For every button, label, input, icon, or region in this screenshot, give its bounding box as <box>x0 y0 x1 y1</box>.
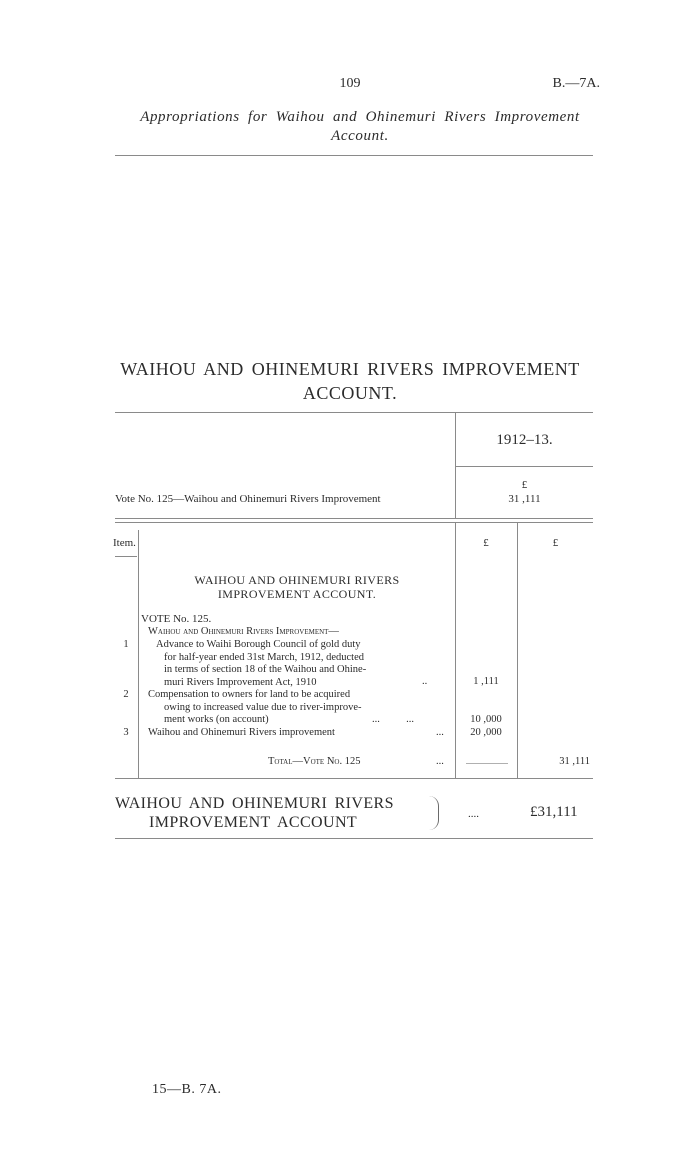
item-leader: .. <box>422 676 428 687</box>
appropriations-title <box>110 108 610 146</box>
year-header-rule <box>456 466 593 467</box>
item-amount: 10 ,000 <box>470 714 502 725</box>
appropriations-title-line1: Appropriations for Waihou and Ohinemuri Rivers Improvement <box>140 109 580 125</box>
item-number: 2 <box>123 689 129 700</box>
grand-total-rule <box>115 838 593 839</box>
summary-vote-amount: 31 ,111 <box>508 493 541 505</box>
item-number: 1 <box>123 639 129 650</box>
year-header: 1912–13. <box>496 432 553 448</box>
amount-column-rule <box>455 522 456 778</box>
grand-total-label <box>115 794 394 832</box>
detail-currency-col2: £ <box>552 537 559 549</box>
item-amount: 20 ,000 <box>470 727 502 738</box>
section-title-line1: WAIHOU AND OHINEMURI RIVERS <box>194 573 400 587</box>
total-amount: 31 ,111 <box>559 756 590 767</box>
item-amount: 1 ,111 <box>473 676 499 687</box>
table-rule <box>115 518 593 519</box>
item-header-rule <box>115 556 137 557</box>
vote-heading: VOTE No. 125. <box>141 613 212 625</box>
item-number: 3 <box>123 727 129 738</box>
grand-total-label-line2: IMPROVEMENT ACCOUNT <box>149 814 358 831</box>
document-reference: B.—7A. <box>552 76 600 91</box>
total-column-rule <box>517 522 518 778</box>
total-leader: ... <box>436 756 444 767</box>
vote-subheading: Waihou and Ohinemuri Rivers Improvement— <box>148 626 339 637</box>
table-rule-double <box>115 522 593 523</box>
item-description: Compensation to owners for land to be acquired owing to increased value due to river-improve- ment works (on account) <box>148 689 362 725</box>
footer-signature: 15—B. 7A. <box>152 1082 222 1097</box>
section-title <box>139 573 455 601</box>
item-header: Item. <box>113 537 136 549</box>
grand-total-label-line1: WAIHOU AND OHINEMURI RIVERS <box>115 795 394 812</box>
page-number: 109 <box>339 76 361 91</box>
table-rule-top <box>115 412 593 413</box>
main-title-line1: WAIHOU AND OHINEMURI RIVERS IMPROVEMENT <box>120 359 580 379</box>
item-leader: ... <box>436 727 444 738</box>
divider <box>115 155 593 156</box>
item-description: Advance to Waihi Borough Council of gold duty for half-year ended 31st March, 1912, deducted in terms of section 18 of the Waihou and Ohine- muri Rivers Improvement Act, 1910 <box>156 639 367 688</box>
item-column-rule <box>138 530 139 778</box>
appropriations-title-line2: Account. <box>331 128 389 144</box>
item-leader: ... ... <box>372 714 414 725</box>
subtotal-rule <box>466 763 508 764</box>
section-title-line2: IMPROVEMENT ACCOUNT. <box>217 587 377 601</box>
main-title-line2: ACCOUNT. <box>302 383 398 403</box>
summary-currency: £ <box>521 479 528 491</box>
summary-vote-label: Vote No. 125—Waihou and Ohinemuri Rivers Improvement <box>115 493 381 505</box>
grand-total-leader: .... <box>468 808 479 820</box>
grand-total-amount: £31,111 <box>530 804 578 820</box>
detail-currency-col1: £ <box>483 537 489 549</box>
brace <box>429 796 439 830</box>
table-rule-bottom <box>115 778 593 779</box>
main-title <box>100 357 600 405</box>
total-label: Total—Vote No. 125 <box>268 756 361 767</box>
item-description: Waihou and Ohinemuri Rivers improvement <box>148 727 335 738</box>
